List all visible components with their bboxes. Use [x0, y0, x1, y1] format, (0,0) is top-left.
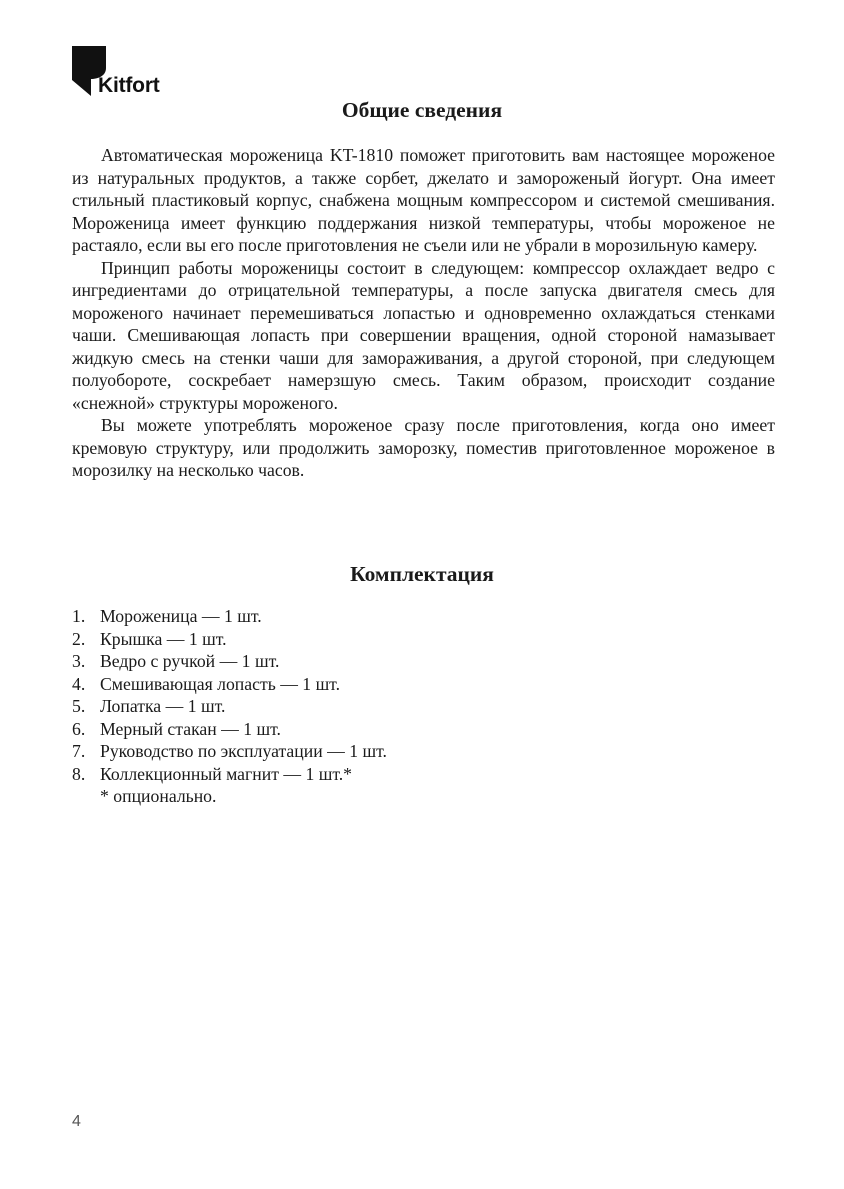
section-title-general: Общие сведения	[341, 98, 503, 122]
item-number: 5.	[72, 696, 86, 716]
kit-list	[72, 605, 387, 785]
item-number: 7.	[72, 741, 86, 761]
item-number: 3.	[72, 651, 86, 671]
list-item	[72, 718, 387, 741]
list-item	[72, 740, 387, 763]
list-item	[72, 695, 387, 718]
item-text: Мороженица — 1 шт.	[100, 606, 262, 626]
list-item	[72, 673, 387, 696]
general-description	[72, 144, 775, 482]
item-text: Лопатка — 1 шт.	[100, 696, 226, 716]
item-number: 6.	[72, 718, 86, 739]
item-text: Руководство по эксплуатации — 1 шт.	[100, 741, 387, 761]
footnote: * опционально.	[100, 786, 217, 806]
item-text: Крышка — 1 шт.	[100, 628, 227, 649]
item-number: 2.	[72, 628, 86, 649]
item-text: Ведро с ручкой — 1 шт.	[100, 651, 280, 671]
item-number: 1.	[72, 606, 86, 626]
page-number: 4	[72, 1113, 81, 1130]
item-text: Мерный стакан — 1 шт.	[100, 718, 281, 739]
paragraph: Вы можете употреблять мороженое сразу после приготовления, когда оно имеет кремовую структуру, или продолжить заморозку, поместив приготовленное мороженое в морозилку на несколько часов.	[72, 415, 775, 480]
item-number: 4.	[72, 673, 86, 694]
section-title-kit: Комплектация	[350, 562, 494, 586]
item-text: Смешивающая лопасть — 1 шт.	[100, 673, 341, 694]
list-item	[72, 605, 387, 628]
list-item	[72, 650, 387, 673]
logo-text: Kitfort	[98, 74, 160, 97]
item-number: 8.	[72, 763, 86, 784]
paragraph: Принцип работы мороженицы состоит в следующем: компрессор охлаждает ведро с ингредиентами до отрицательной температуры, а после запуска двигателя смесь для мороженого начинает перемешиваться лопастью и одновременно охлаждаться стенками чаши. Смешивающая лопасть при совершении вращения, одной стороной намазывает жидкую смесь на стенки чаши для замораживания, а другой стороной, при следующем полуобороте, соскребает намерзшую смесь. Таким образом, происходит создание «снежной» структуры мороженого.	[72, 257, 775, 413]
item-text: Коллекционный магнит — 1 шт.*	[100, 763, 353, 784]
paragraph: Автоматическая мороженица KT-1810 поможет приготовить вам настоящее мороженое из натуральных продуктов, а также сорбет, джелато и замороженый йогурт. Она имеет стильный пластиковый корпус, снабжена мощным компрессором и системой смешивания. Мороженица имеет функцию поддержания низкой температуры, чтобы мороженое не растаяло, если вы его после приготовления не съели или не убрали в морозильную камеру.	[72, 145, 775, 255]
list-item	[72, 628, 387, 651]
kitfort-logo	[72, 46, 182, 100]
list-item	[72, 763, 387, 786]
